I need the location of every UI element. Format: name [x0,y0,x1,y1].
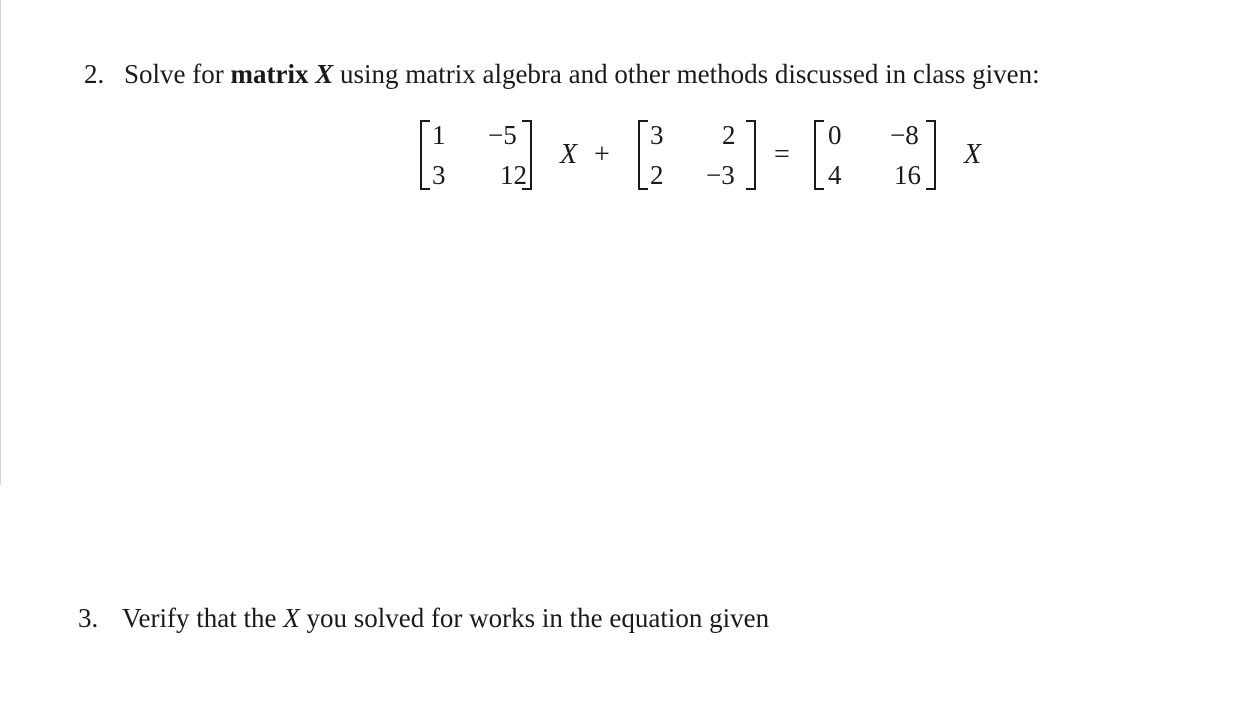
matrix-b-cell: 3 [650,120,664,150]
problem-text-end: using matrix algebra and other methods discussed in class given: [333,59,1040,89]
matrix-b [638,118,756,196]
bold-word-matrix: matrix [230,59,309,89]
left-bracket [420,120,430,190]
problem-number: 2. [84,59,105,89]
matrix-c-cell: 4 [828,160,842,190]
italic-variable-x: X [283,603,300,633]
variable-x: X [964,139,982,170]
right-bracket [926,120,936,190]
bold-variable-x: X [315,59,334,89]
right-bracket [522,120,532,190]
matrix-c-cell: 16 [894,160,921,190]
problem-text-start: Verify that the [122,603,284,633]
left-bracket [814,120,824,190]
problem-3 [78,600,769,636]
matrix-c-cell: 0 [828,120,842,150]
problem-number: 3. [78,603,99,633]
matrix-a-cell: 1 [432,120,446,150]
matrix-b-cell: 2 [650,160,664,190]
problem-2 [84,56,1040,92]
equals-sign: = [774,139,790,170]
matrix-b-cell: −3 [706,160,735,190]
problem-text-end: you solved for works in the equation given [299,603,770,633]
matrix-a [420,118,532,196]
page-edge-line [0,0,1,485]
problem-text-start: Solve for [124,59,231,89]
matrix-equation [420,118,1020,196]
right-bracket [746,120,756,190]
matrix-a-cell: 12 [500,160,527,190]
matrix-c-cell: −8 [890,120,919,150]
plus-sign: + [594,139,610,170]
matrix-a-cell: −5 [488,120,517,150]
matrix-b-cell: 2 [722,120,736,150]
left-bracket [638,120,648,190]
matrix-c [814,118,936,196]
matrix-a-cell: 3 [432,160,446,190]
variable-x: X [560,139,578,170]
